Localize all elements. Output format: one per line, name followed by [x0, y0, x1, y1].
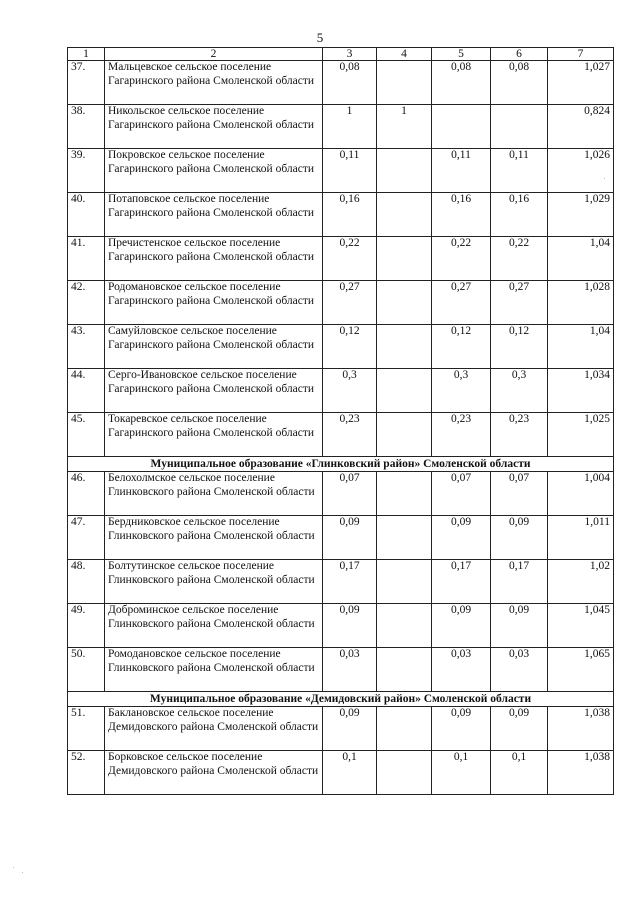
header-cell-7: 7	[548, 48, 614, 61]
value-col-6: 0,09	[491, 707, 548, 751]
header-cell-5: 5	[432, 48, 491, 61]
value-col-3: 0,09	[323, 516, 377, 560]
scan-speck	[604, 178, 605, 179]
value-col-3: 0,22	[323, 237, 377, 281]
table-body	[68, 48, 614, 795]
row-number: 45.	[68, 413, 105, 457]
value-col-6: 0,09	[491, 604, 548, 648]
municipality-name: Родомановское сельское поселение Гагаринского района Смоленской области	[105, 281, 323, 325]
header-cell-1: 1	[68, 48, 105, 61]
value-col-7: 1,038	[548, 707, 614, 751]
row-number: 49.	[68, 604, 105, 648]
value-col-6: 0,08	[491, 61, 548, 105]
value-col-5: 0,11	[432, 149, 491, 193]
table-row	[68, 516, 614, 560]
value-col-3: 0,17	[323, 560, 377, 604]
value-col-5: 0,3	[432, 369, 491, 413]
value-col-4	[377, 707, 432, 751]
table-row	[68, 413, 614, 457]
value-col-6: 0,22	[491, 237, 548, 281]
row-number: 39.	[68, 149, 105, 193]
row-number: 43.	[68, 325, 105, 369]
value-col-4	[377, 237, 432, 281]
row-number: 47.	[68, 516, 105, 560]
municipality-name: Мальцевское сельское поселение Гагаринского района Смоленской области	[105, 61, 323, 105]
value-col-7: 1,026	[548, 149, 614, 193]
section-title: Муниципальное образование «Демидовский район» Смоленской области	[68, 692, 614, 707]
municipality-name: Бердниковское сельское поселение Глинковского района Смоленской области	[105, 516, 323, 560]
municipality-name: Никольское сельское поселение Гагаринского района Смоленской области	[105, 105, 323, 149]
value-col-5: 0,09	[432, 707, 491, 751]
section-title: Муниципальное образование «Глинковский район» Смоленской области	[68, 457, 614, 472]
municipality-name: Самуйловское сельское поселение Гагаринского района Смоленской области	[105, 325, 323, 369]
value-col-3: 0,07	[323, 472, 377, 516]
value-col-4	[377, 751, 432, 795]
row-number: 50.	[68, 648, 105, 692]
value-col-4	[377, 61, 432, 105]
scan-speck	[13, 867, 14, 868]
scan-speck	[22, 872, 23, 873]
table-row	[68, 149, 614, 193]
value-col-3: 0,08	[323, 61, 377, 105]
table-row	[68, 193, 614, 237]
value-col-4: 1	[377, 105, 432, 149]
municipality-name: Баклановское сельское поселение Демидовского района Смоленской области	[105, 707, 323, 751]
value-col-5: 0,12	[432, 325, 491, 369]
table-row	[68, 61, 614, 105]
value-col-7: 1,027	[548, 61, 614, 105]
page-number: 5	[316, 30, 324, 45]
value-col-4	[377, 413, 432, 457]
value-col-4	[377, 325, 432, 369]
value-col-5: 0,17	[432, 560, 491, 604]
value-col-6: 0,09	[491, 516, 548, 560]
value-col-7: 1,029	[548, 193, 614, 237]
value-col-6: 0,16	[491, 193, 548, 237]
data-table	[67, 47, 614, 795]
value-col-7: 1,038	[548, 751, 614, 795]
value-col-7: 1,04	[548, 237, 614, 281]
table-row	[68, 472, 614, 516]
table-row	[68, 604, 614, 648]
value-col-4	[377, 149, 432, 193]
header-row	[68, 48, 614, 61]
value-col-4	[377, 281, 432, 325]
value-col-3: 0,3	[323, 369, 377, 413]
municipality-name: Пречистенское сельское поселение Гагаринского района Смоленской области	[105, 237, 323, 281]
table-row	[68, 105, 614, 149]
municipality-name: Белохолмское сельское поселение Глинковского района Смоленской области	[105, 472, 323, 516]
value-col-6: 0,12	[491, 325, 548, 369]
value-col-4	[377, 648, 432, 692]
value-col-3: 0,03	[323, 648, 377, 692]
value-col-3: 0,27	[323, 281, 377, 325]
table-row	[68, 648, 614, 692]
header-cell-3: 3	[323, 48, 377, 61]
value-col-3: 0,09	[323, 707, 377, 751]
row-number: 40.	[68, 193, 105, 237]
value-col-7: 1,065	[548, 648, 614, 692]
value-col-6: 0,27	[491, 281, 548, 325]
value-col-4	[377, 472, 432, 516]
header-cell-6: 6	[491, 48, 548, 61]
municipality-name: Токаревское сельское поселение Гагаринского района Смоленской области	[105, 413, 323, 457]
value-col-6: 0,17	[491, 560, 548, 604]
section-header-row	[68, 692, 614, 707]
table-row	[68, 560, 614, 604]
row-number: 51.	[68, 707, 105, 751]
row-number: 42.	[68, 281, 105, 325]
value-col-6: 0,3	[491, 369, 548, 413]
value-col-6: 0,1	[491, 751, 548, 795]
value-col-5: 0,1	[432, 751, 491, 795]
value-col-5: 0,16	[432, 193, 491, 237]
value-col-4	[377, 516, 432, 560]
table-row	[68, 707, 614, 751]
value-col-3: 0,12	[323, 325, 377, 369]
table-row	[68, 369, 614, 413]
value-col-5: 0,22	[432, 237, 491, 281]
row-number: 37.	[68, 61, 105, 105]
value-col-7: 1,028	[548, 281, 614, 325]
value-col-6	[491, 105, 548, 149]
value-col-5: 0,08	[432, 61, 491, 105]
municipality-name: Серго-Ивановское сельское поселение Гагаринского района Смоленской области	[105, 369, 323, 413]
value-col-5	[432, 105, 491, 149]
value-col-5: 0,03	[432, 648, 491, 692]
value-col-7: 0,824	[548, 105, 614, 149]
municipality-name: Борковское сельское поселение Демидовского района Смоленской области	[105, 751, 323, 795]
municipality-name: Доброминское сельское поселение Глинковского района Смоленской области	[105, 604, 323, 648]
header-cell-2: 2	[105, 48, 323, 61]
row-number: 48.	[68, 560, 105, 604]
value-col-5: 0,09	[432, 516, 491, 560]
value-col-7: 1,045	[548, 604, 614, 648]
row-number: 46.	[68, 472, 105, 516]
value-col-3: 1	[323, 105, 377, 149]
value-col-3: 0,11	[323, 149, 377, 193]
table-row	[68, 751, 614, 795]
value-col-6: 0,03	[491, 648, 548, 692]
value-col-4	[377, 604, 432, 648]
row-number: 38.	[68, 105, 105, 149]
municipality-name: Болтутинское сельское поселение Глинковского района Смоленской области	[105, 560, 323, 604]
value-col-5: 0,27	[432, 281, 491, 325]
value-col-4	[377, 369, 432, 413]
value-col-6: 0,23	[491, 413, 548, 457]
header-cell-4: 4	[377, 48, 432, 61]
value-col-7: 1,004	[548, 472, 614, 516]
table-row	[68, 325, 614, 369]
value-col-6: 0,07	[491, 472, 548, 516]
municipality-name: Ромодановское сельское поселение Глинковского района Смоленской области	[105, 648, 323, 692]
value-col-7: 1,034	[548, 369, 614, 413]
value-col-7: 1,04	[548, 325, 614, 369]
value-col-5: 0,23	[432, 413, 491, 457]
municipality-name: Покровское сельское поселение Гагаринского района Смоленской области	[105, 149, 323, 193]
value-col-3: 0,09	[323, 604, 377, 648]
value-col-6: 0,11	[491, 149, 548, 193]
section-header-row	[68, 457, 614, 472]
value-col-5: 0,09	[432, 604, 491, 648]
row-number: 41.	[68, 237, 105, 281]
value-col-4	[377, 193, 432, 237]
value-col-3: 0,1	[323, 751, 377, 795]
value-col-4	[377, 560, 432, 604]
value-col-3: 0,23	[323, 413, 377, 457]
table-row	[68, 237, 614, 281]
row-number: 44.	[68, 369, 105, 413]
row-number: 52.	[68, 751, 105, 795]
value-col-7: 1,011	[548, 516, 614, 560]
municipality-name: Потаповское сельское поселение Гагаринского района Смоленской области	[105, 193, 323, 237]
value-col-3: 0,16	[323, 193, 377, 237]
value-col-5: 0,07	[432, 472, 491, 516]
value-col-7: 1,02	[548, 560, 614, 604]
table-row	[68, 281, 614, 325]
value-col-7: 1,025	[548, 413, 614, 457]
